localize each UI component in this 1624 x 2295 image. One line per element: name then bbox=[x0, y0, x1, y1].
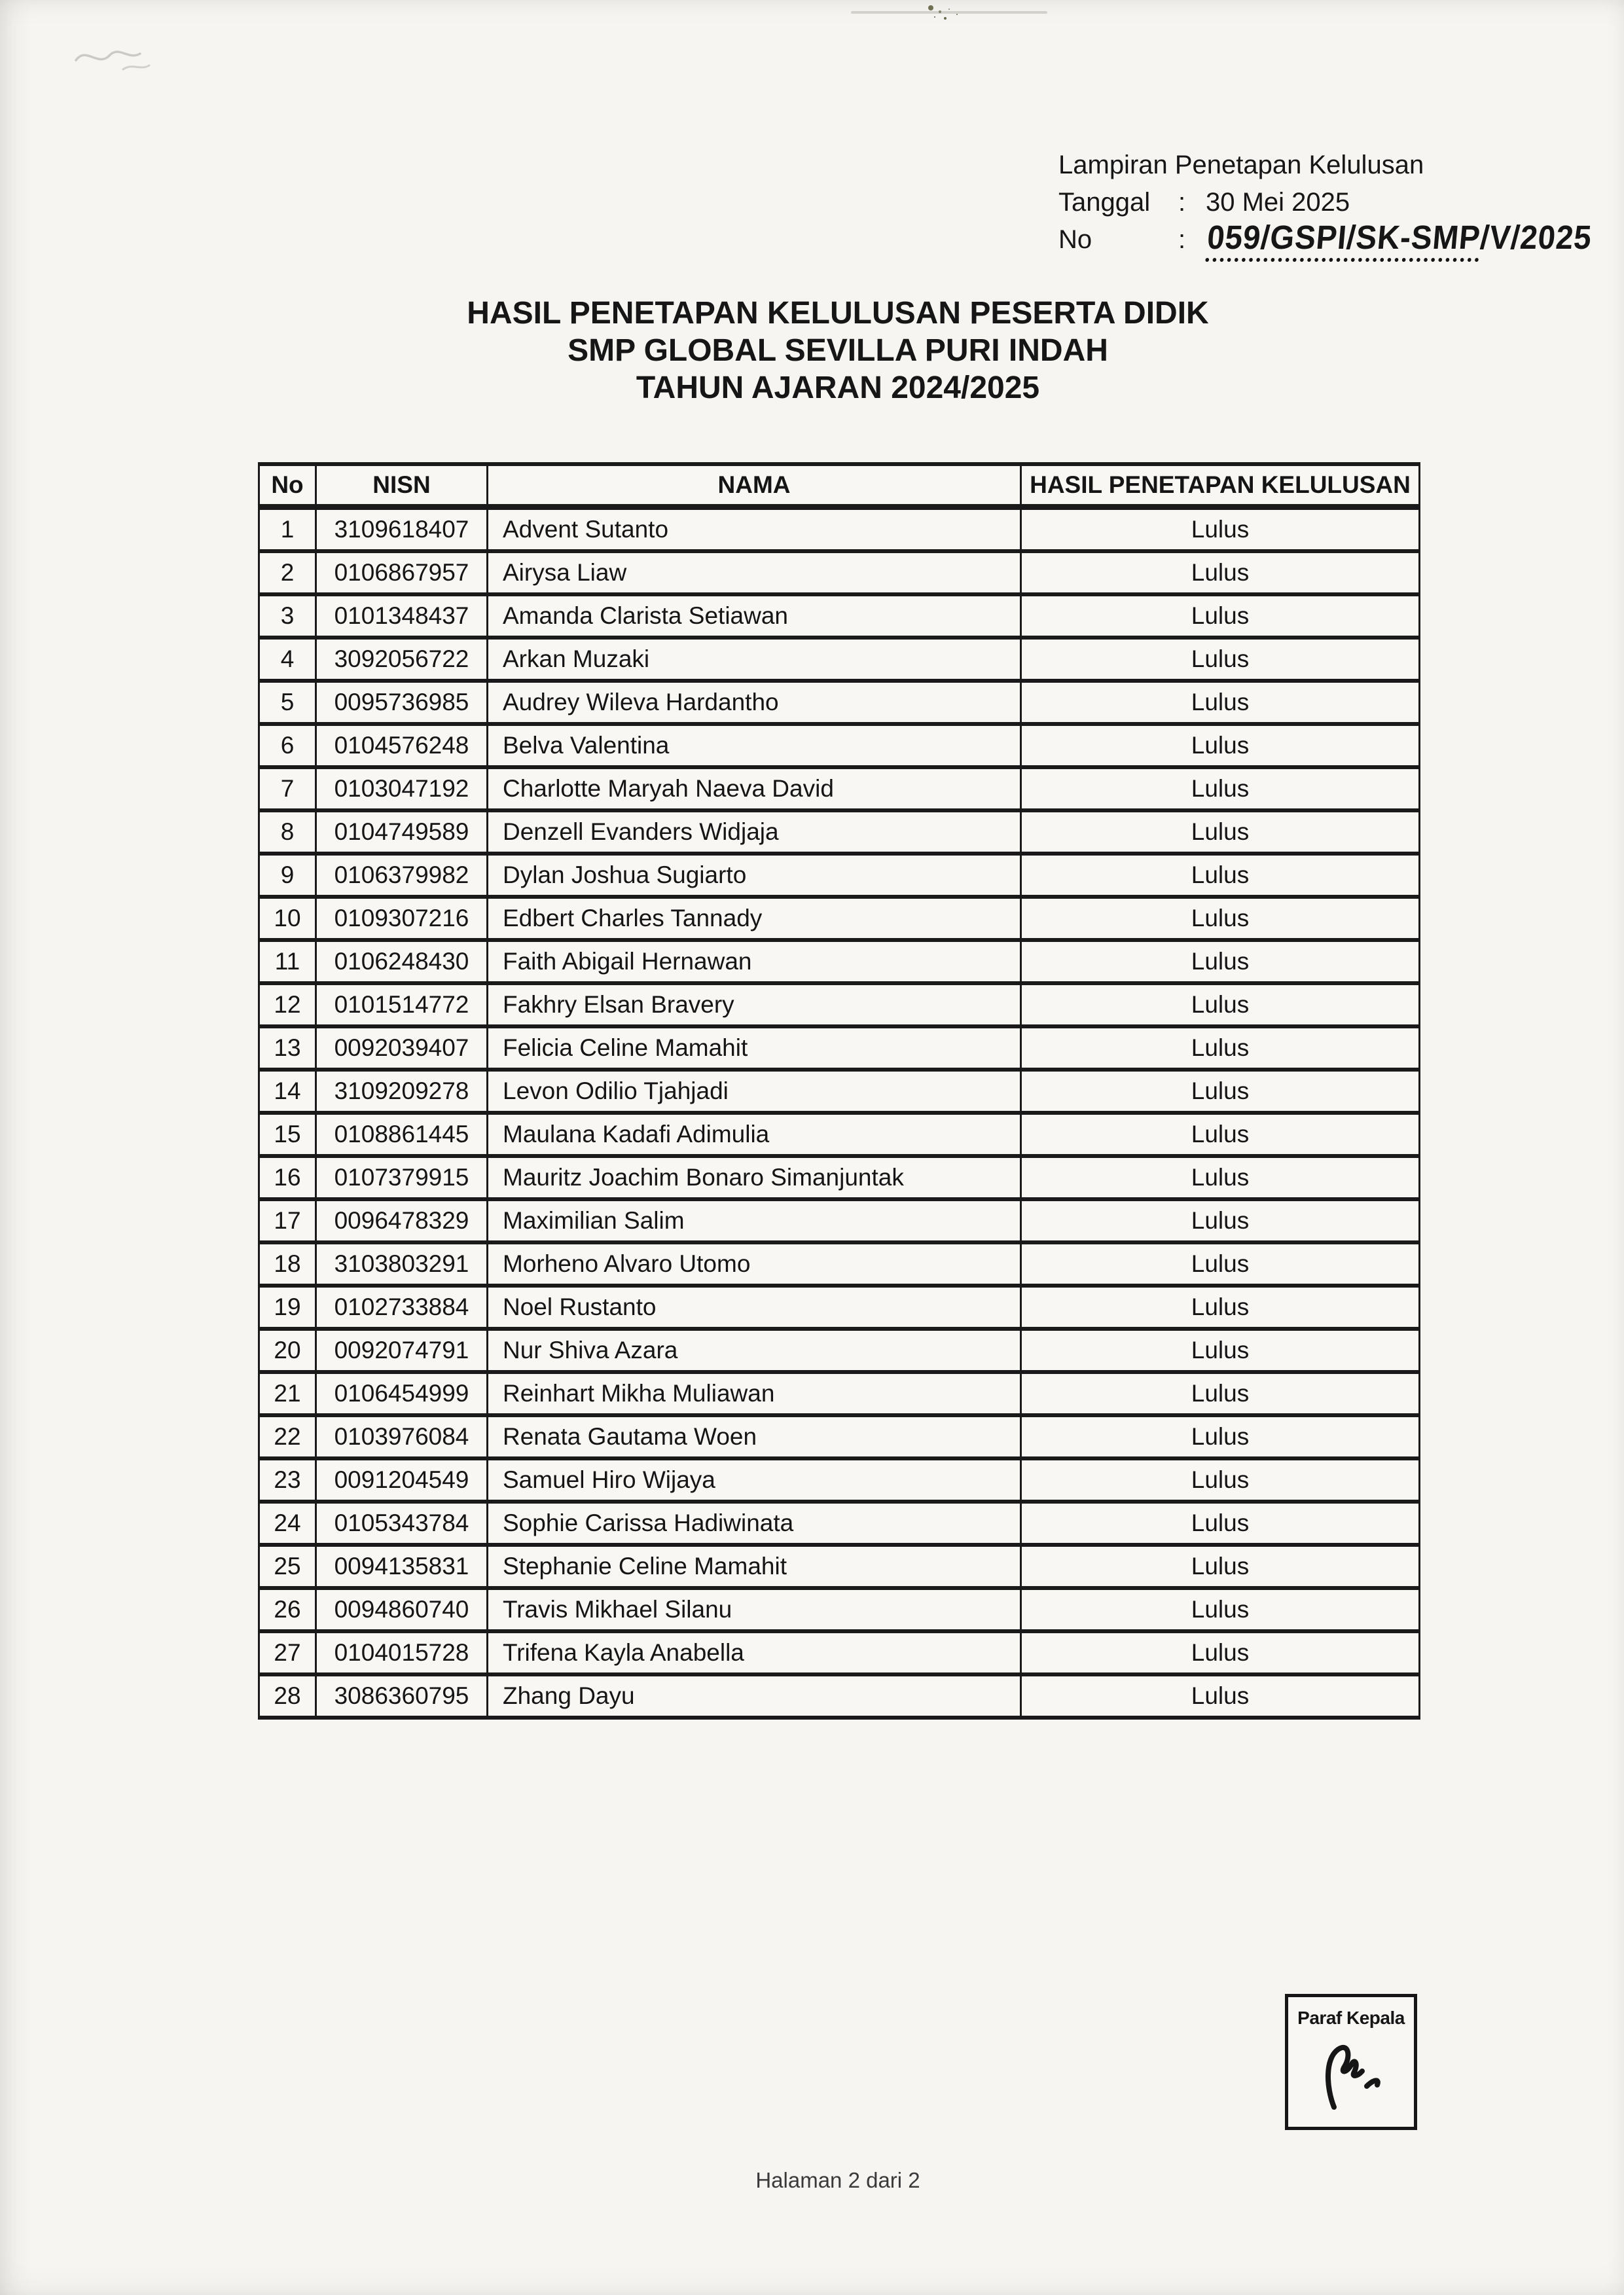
table-cell-nisn: 0104749589 bbox=[316, 810, 488, 854]
table-cell-hasil: Lulus bbox=[1021, 1070, 1420, 1113]
date-value: 30 Mei 2025 bbox=[1206, 188, 1350, 217]
table-row bbox=[259, 638, 1420, 681]
table-row bbox=[259, 724, 1420, 767]
table-row bbox=[259, 1674, 1420, 1718]
table-cell-nama: Renata Gautama Woen bbox=[488, 1415, 1021, 1458]
table-cell-no: 4 bbox=[259, 638, 316, 681]
table-cell-no: 14 bbox=[259, 1070, 316, 1113]
table-cell-hasil: Lulus bbox=[1021, 1329, 1420, 1372]
column-header-nama: NAMA bbox=[488, 464, 1021, 507]
table-cell-nisn: 0106454999 bbox=[316, 1372, 488, 1415]
table-cell-no: 3 bbox=[259, 594, 316, 638]
table-cell-nama: Denzell Evanders Widjaja bbox=[488, 810, 1021, 854]
table-cell-nama: Airysa Liaw bbox=[488, 551, 1021, 594]
table-cell-hasil: Lulus bbox=[1021, 854, 1420, 897]
table-cell-hasil: Lulus bbox=[1021, 767, 1420, 810]
attachment-label: Lampiran Penetapan Kelulusan bbox=[1058, 151, 1424, 179]
table-cell-nama: Felicia Celine Mamahit bbox=[488, 1026, 1021, 1070]
table-cell-no: 25 bbox=[259, 1545, 316, 1588]
table-cell-hasil: Lulus bbox=[1021, 1113, 1420, 1156]
table-row bbox=[259, 1502, 1420, 1545]
table-cell-hasil: Lulus bbox=[1021, 1156, 1420, 1199]
table-row bbox=[259, 507, 1420, 552]
document-title bbox=[257, 295, 1418, 407]
table-cell-no: 26 bbox=[259, 1588, 316, 1631]
table-cell-nisn: 0092039407 bbox=[316, 1026, 488, 1070]
column-header-hasil: HASIL PENETAPAN KELULUSAN bbox=[1021, 464, 1420, 507]
table-cell-nisn: 3092056722 bbox=[316, 638, 488, 681]
title-line-3: TAHUN AJARAN 2024/2025 bbox=[636, 370, 1040, 405]
table-cell-nama: Trifena Kayla Anabella bbox=[488, 1631, 1021, 1674]
table-cell-hasil: Lulus bbox=[1021, 638, 1420, 681]
table-cell-nisn: 0094135831 bbox=[316, 1545, 488, 1588]
table-cell-hasil: Lulus bbox=[1021, 897, 1420, 940]
table-cell-hasil: Lulus bbox=[1021, 1199, 1420, 1242]
table-cell-nama: Samuel Hiro Wijaya bbox=[488, 1458, 1021, 1502]
table-row bbox=[259, 681, 1420, 724]
table-cell-no: 7 bbox=[259, 767, 316, 810]
table-cell-nama: Edbert Charles Tannady bbox=[488, 897, 1021, 940]
table-cell-hasil: Lulus bbox=[1021, 1545, 1420, 1588]
table-cell-hasil: Lulus bbox=[1021, 1026, 1420, 1070]
table-cell-nisn: 0091204549 bbox=[316, 1458, 488, 1502]
table-cell-nama: Dylan Joshua Sugiarto bbox=[488, 854, 1021, 897]
table-cell-nisn: 0104576248 bbox=[316, 724, 488, 767]
table-cell-nisn: 0101514772 bbox=[316, 983, 488, 1026]
table-cell-nisn: 0103976084 bbox=[316, 1415, 488, 1458]
graduation-results-table bbox=[258, 462, 1420, 1720]
table-row bbox=[259, 1372, 1420, 1415]
table-cell-hasil: Lulus bbox=[1021, 594, 1420, 638]
table-cell-hasil: Lulus bbox=[1021, 1415, 1420, 1458]
table-cell-nisn: 0104015728 bbox=[316, 1631, 488, 1674]
pen-scribble-artifact bbox=[72, 41, 216, 80]
table-row bbox=[259, 1113, 1420, 1156]
table-cell-nisn: 0096478329 bbox=[316, 1199, 488, 1242]
table-cell-nama: Charlotte Maryah Naeva David bbox=[488, 767, 1021, 810]
table-row bbox=[259, 1588, 1420, 1631]
table-cell-hasil: Lulus bbox=[1021, 1631, 1420, 1674]
page-footer: Halaman 2 dari 2 bbox=[755, 2168, 920, 2192]
table-cell-hasil: Lulus bbox=[1021, 1674, 1420, 1718]
table-cell-no: 15 bbox=[259, 1113, 316, 1156]
table-cell-nisn: 3109209278 bbox=[316, 1070, 488, 1113]
document-number-underlined-part: 059/GSPI/SK-SMP bbox=[1205, 219, 1482, 262]
table-row bbox=[259, 940, 1420, 983]
table-row bbox=[259, 1242, 1420, 1286]
principal-signature bbox=[1314, 2031, 1393, 2116]
table-row bbox=[259, 1631, 1420, 1674]
table-cell-nama: Faith Abigail Hernawan bbox=[488, 940, 1021, 983]
table-cell-nama: Zhang Dayu bbox=[488, 1674, 1021, 1718]
table-cell-nama: Morheno Alvaro Utomo bbox=[488, 1242, 1021, 1286]
table-row bbox=[259, 1458, 1420, 1502]
table-cell-nama: Maximilian Salim bbox=[488, 1199, 1021, 1242]
handwritten-document-number bbox=[1206, 219, 1593, 256]
table-cell-nisn: 3086360795 bbox=[316, 1674, 488, 1718]
table-cell-no: 16 bbox=[259, 1156, 316, 1199]
table-cell-no: 18 bbox=[259, 1242, 316, 1286]
table-cell-hasil: Lulus bbox=[1021, 1588, 1420, 1631]
table-header-row bbox=[259, 464, 1420, 507]
table-cell-nisn: 0109307216 bbox=[316, 897, 488, 940]
table-cell-no: 8 bbox=[259, 810, 316, 854]
table-cell-no: 19 bbox=[259, 1286, 316, 1329]
table-cell-nama: Noel Rustanto bbox=[488, 1286, 1021, 1329]
table-row bbox=[259, 983, 1420, 1026]
table-cell-hasil: Lulus bbox=[1021, 724, 1420, 767]
table-cell-nama: Sophie Carissa Hadiwinata bbox=[488, 1502, 1021, 1545]
title-line-1: HASIL PENETAPAN KELULUSAN PESERTA DIDIK bbox=[467, 296, 1209, 331]
table-cell-nisn: 0094860740 bbox=[316, 1588, 488, 1631]
table-cell-no: 23 bbox=[259, 1458, 316, 1502]
table-cell-no: 21 bbox=[259, 1372, 316, 1415]
table-cell-no: 22 bbox=[259, 1415, 316, 1458]
table-cell-no: 11 bbox=[259, 940, 316, 983]
table-cell-nisn: 0107379915 bbox=[316, 1156, 488, 1199]
table-cell-hasil: Lulus bbox=[1021, 1242, 1420, 1286]
table-cell-no: 20 bbox=[259, 1329, 316, 1372]
table-row bbox=[259, 767, 1420, 810]
table-cell-nisn: 0092074791 bbox=[316, 1329, 488, 1372]
table-cell-no: 2 bbox=[259, 551, 316, 594]
column-header-nisn: NISN bbox=[316, 464, 488, 507]
table-row bbox=[259, 810, 1420, 854]
table-cell-nama: Mauritz Joachim Bonaro Simanjuntak bbox=[488, 1156, 1021, 1199]
paraf-kepala-box bbox=[1285, 1994, 1417, 2130]
table-row bbox=[259, 1545, 1420, 1588]
table-cell-hasil: Lulus bbox=[1021, 983, 1420, 1026]
table-cell-nama: Stephanie Celine Mamahit bbox=[488, 1545, 1021, 1588]
table-cell-no: 6 bbox=[259, 724, 316, 767]
table-body bbox=[259, 507, 1420, 1718]
table-cell-nisn: 0106379982 bbox=[316, 854, 488, 897]
table-cell-nisn: 3103803291 bbox=[316, 1242, 488, 1286]
table-cell-nama: Amanda Clarista Setiawan bbox=[488, 594, 1021, 638]
table-row bbox=[259, 1026, 1420, 1070]
table-row bbox=[259, 1286, 1420, 1329]
table-cell-nisn: 0102733884 bbox=[316, 1286, 488, 1329]
table-cell-no: 17 bbox=[259, 1199, 316, 1242]
table-cell-hasil: Lulus bbox=[1021, 940, 1420, 983]
table-cell-nisn: 0103047192 bbox=[316, 767, 488, 810]
table-cell-no: 24 bbox=[259, 1502, 316, 1545]
table-row bbox=[259, 551, 1420, 594]
table-cell-nisn: 3109618407 bbox=[316, 507, 488, 552]
table-cell-nama: Nur Shiva Azara bbox=[488, 1329, 1021, 1372]
table-cell-nama: Arkan Muzaki bbox=[488, 638, 1021, 681]
table-cell-nama: Advent Sutanto bbox=[488, 507, 1021, 552]
table-cell-no: 13 bbox=[259, 1026, 316, 1070]
document-number-rest-part: /V/2025 bbox=[1479, 219, 1594, 256]
table-cell-nama: Reinhart Mikha Muliawan bbox=[488, 1372, 1021, 1415]
ink-speck-artifact bbox=[928, 5, 933, 10]
table-row bbox=[259, 1199, 1420, 1242]
table-cell-nisn: 0105343784 bbox=[316, 1502, 488, 1545]
table-cell-nama: Belva Valentina bbox=[488, 724, 1021, 767]
table-cell-hasil: Lulus bbox=[1021, 1458, 1420, 1502]
table-row bbox=[259, 1415, 1420, 1458]
table-cell-nisn: 0108861445 bbox=[316, 1113, 488, 1156]
table-cell-no: 5 bbox=[259, 681, 316, 724]
table-row bbox=[259, 594, 1420, 638]
table-cell-no: 12 bbox=[259, 983, 316, 1026]
table-cell-nisn: 0101348437 bbox=[316, 594, 488, 638]
table-cell-hasil: Lulus bbox=[1021, 681, 1420, 724]
table-cell-hasil: Lulus bbox=[1021, 1502, 1420, 1545]
scan-line-artifact bbox=[851, 11, 1047, 14]
table-cell-no: 1 bbox=[259, 507, 316, 552]
table-cell-hasil: Lulus bbox=[1021, 1286, 1420, 1329]
table-cell-no: 9 bbox=[259, 854, 316, 897]
number-colon: : bbox=[1178, 225, 1186, 254]
table-cell-nisn: 0106867957 bbox=[316, 551, 488, 594]
table-row bbox=[259, 1329, 1420, 1372]
table-cell-nama: Fakhry Elsan Bravery bbox=[488, 983, 1021, 1026]
column-header-no: No bbox=[259, 464, 316, 507]
attachment-header bbox=[1058, 147, 1619, 259]
table-cell-no: 27 bbox=[259, 1631, 316, 1674]
table-cell-nisn: 0095736985 bbox=[316, 681, 488, 724]
date-colon: : bbox=[1178, 188, 1186, 217]
table-cell-hasil: Lulus bbox=[1021, 507, 1420, 552]
table-row bbox=[259, 897, 1420, 940]
table-cell-nama: Travis Mikhael Silanu bbox=[488, 1588, 1021, 1631]
table-cell-hasil: Lulus bbox=[1021, 810, 1420, 854]
number-label: No bbox=[1058, 225, 1092, 254]
table-cell-nama: Audrey Wileva Hardantho bbox=[488, 681, 1021, 724]
table-cell-hasil: Lulus bbox=[1021, 551, 1420, 594]
table-cell-no: 28 bbox=[259, 1674, 316, 1718]
table-cell-hasil: Lulus bbox=[1021, 1372, 1420, 1415]
table-row bbox=[259, 1070, 1420, 1113]
table-cell-nama: Levon Odilio Tjahjadi bbox=[488, 1070, 1021, 1113]
table-cell-no: 10 bbox=[259, 897, 316, 940]
table-cell-nisn: 0106248430 bbox=[316, 940, 488, 983]
table-row bbox=[259, 854, 1420, 897]
paraf-kepala-label: Paraf Kepala bbox=[1297, 2008, 1405, 2028]
title-line-2: SMP GLOBAL SEVILLA PURI INDAH bbox=[568, 333, 1108, 368]
date-label: Tanggal bbox=[1058, 188, 1151, 217]
table-cell-nama: Maulana Kadafi Adimulia bbox=[488, 1113, 1021, 1156]
table-row bbox=[259, 1156, 1420, 1199]
